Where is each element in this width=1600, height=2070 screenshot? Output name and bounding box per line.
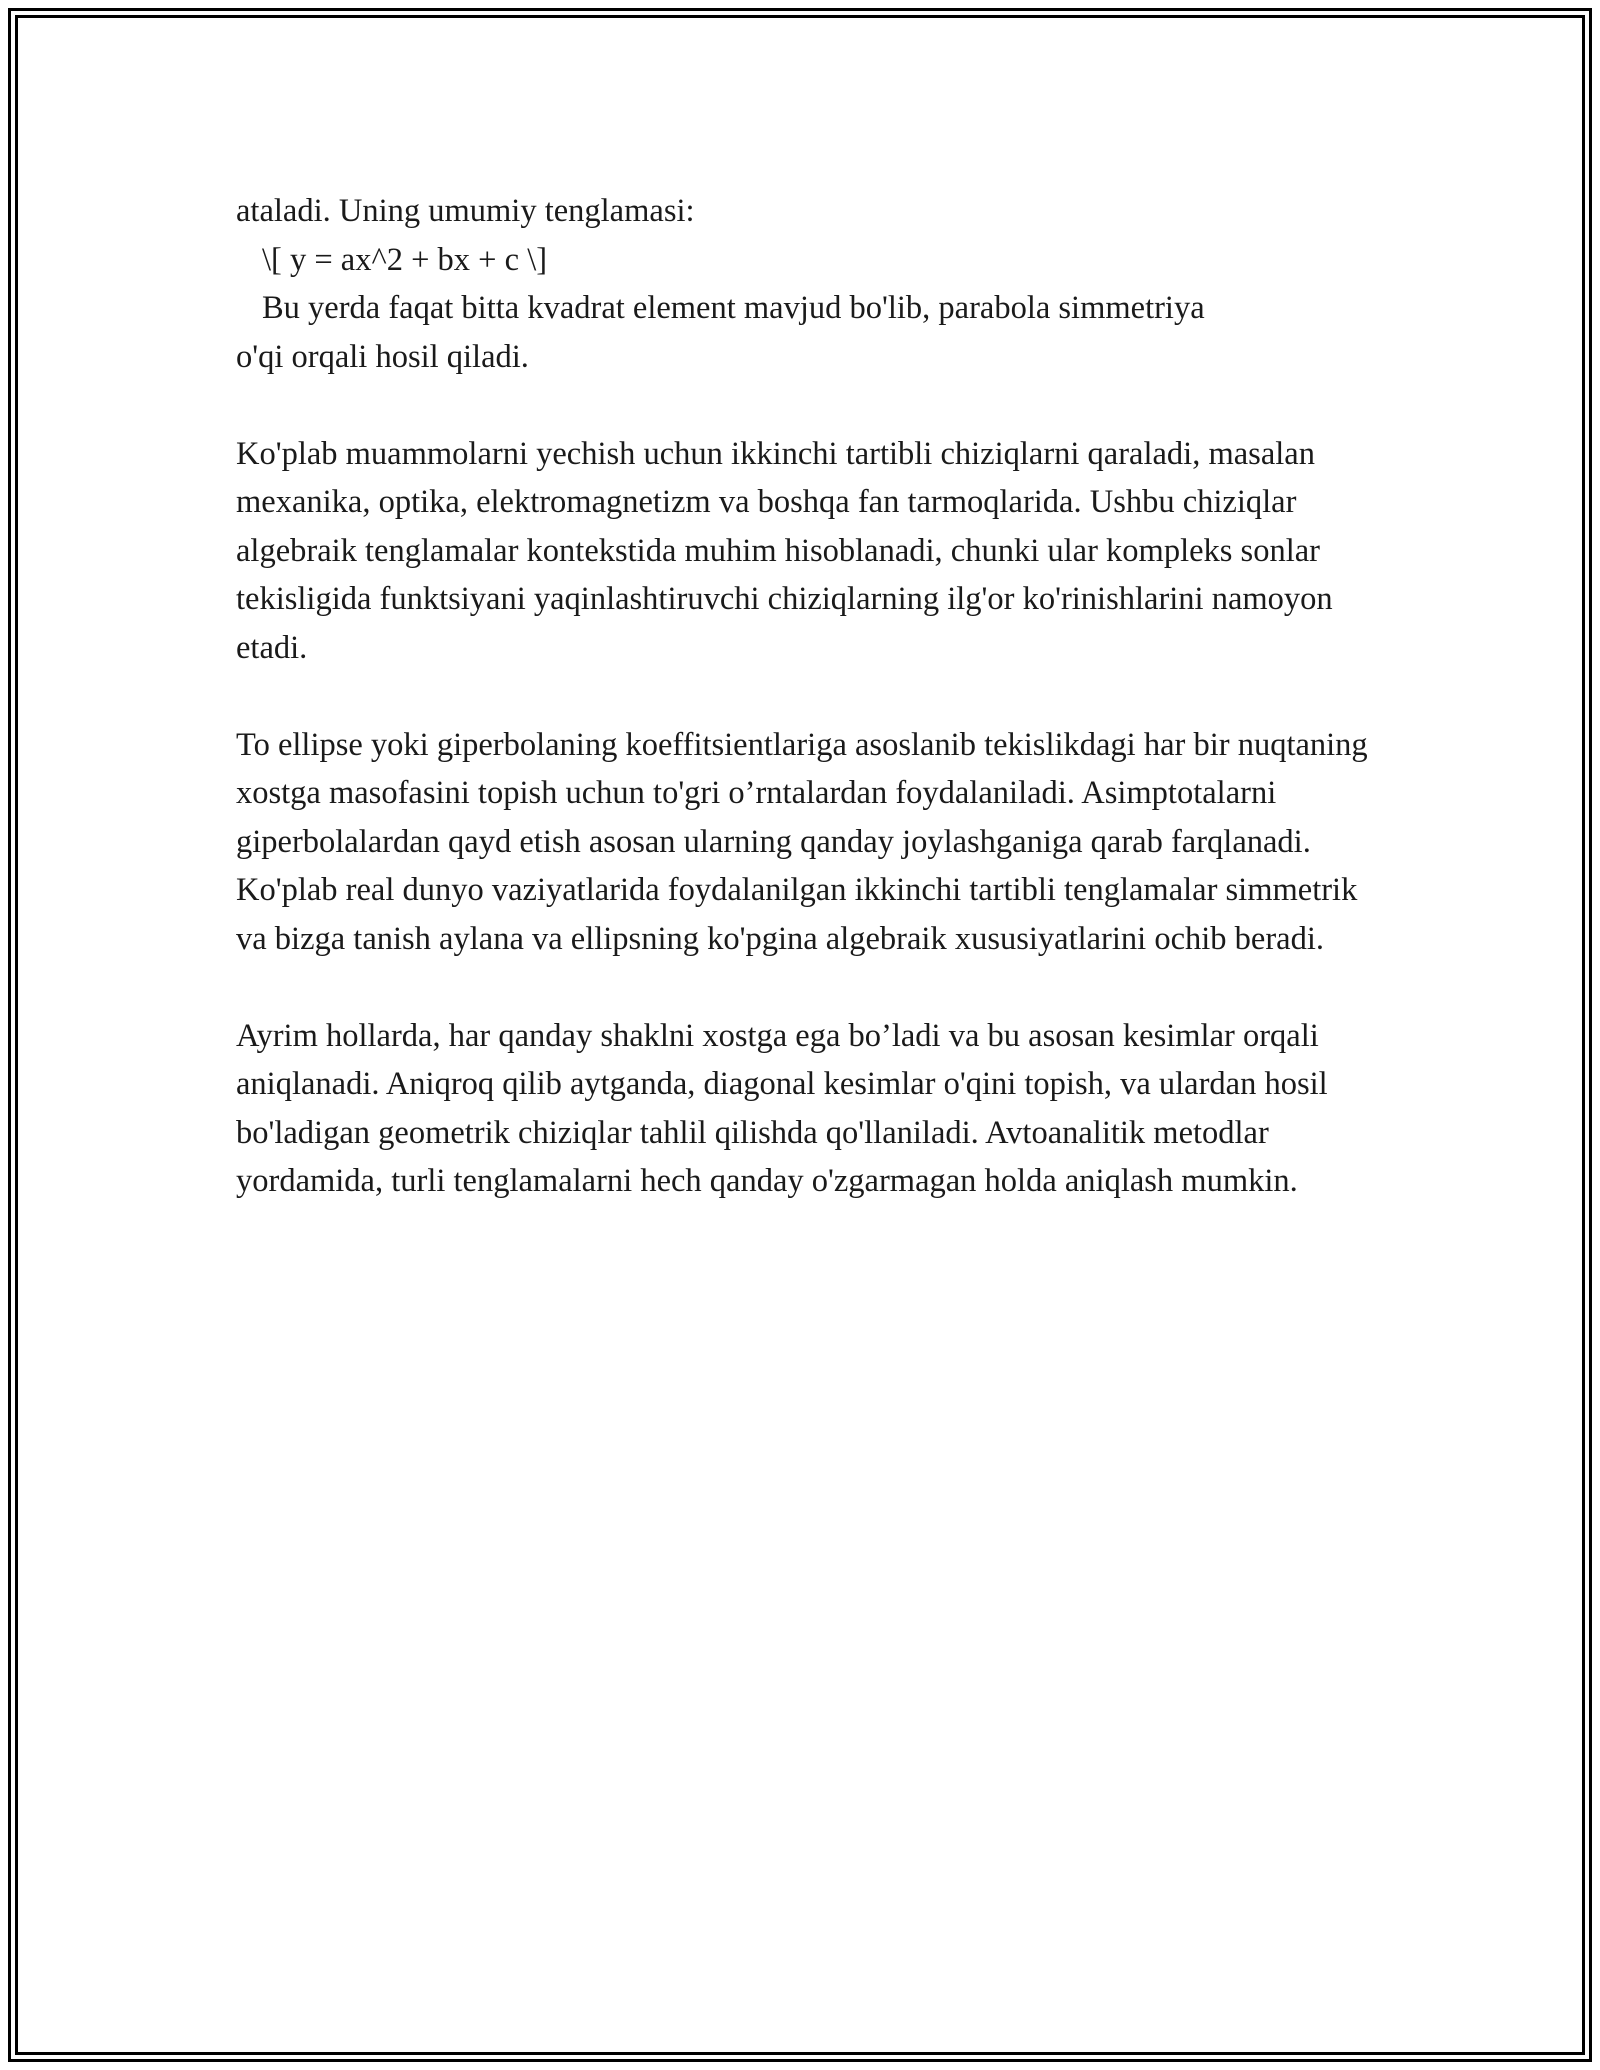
intro-line: ataladi. Uning umumiy tenglamasi:: [236, 193, 695, 229]
paragraph-1-second-line: o'qi orqali hosil qiladi.: [236, 338, 529, 375]
paragraph-4: Ayrim hollarda, har qanday shaklni xostga ega bo’ladi va bu asosan kesimlar orqali aniqlanadi. Aniqroq qilib aytganda, diagonal kesimlar o'qini topish, va ulardan hosil bo'ladigan geometrik chiziqlar tahlil qilishda qo'llaniladi. Avtoanalitik metodlar yordamida, turli tenglamalarni hech qanday o'zgarmagan holda aniqlash mumkin.: [236, 1017, 1328, 1199]
paragraph-1: [236, 284, 1386, 381]
equation-line: \[ y = ax^2 + bx + c \]: [262, 241, 548, 278]
document-body: [236, 187, 1386, 1206]
paragraph-1-first-line: Bu yerda faqat bitta kvadrat element mavjud bo'lib, parabola simmetriya: [262, 290, 1205, 326]
paragraph-2: Ko'plab muammolarni yechish uchun ikkinchi tartibli chiziqlarni qaraladi, masalan mexanika, optika, elektromagnetizm va boshqa fan tarmoqlarida. Ushbu chiziqlar algebraik tenglamalar kontekstida muhim hisoblanadi, chunki ular kompleks sonlar tekisligida funktsiyani yaqinlashtiruvchi chiziqlarning ilg'or ko'rinishlarini namoyon etadi.: [236, 435, 1333, 666]
paragraph-3: To ellipse yoki giperbolaning koeffitsientlariga asoslanib tekislikdagi har bir nuqtaning xostga masofasini topish uchun to'gri o’rntalardan foydalaniladi. Asimptotalarni giperbolalardan qayd etish asosan ularning qanday joylashganiga qarab farqlanadi. Ko'plab real dunyo vaziyatlarida foydalanilgan ikkinchi tartibli tenglamalar simmetrik va bizga tanish aylana va ellipsning ko'pgina algebraik xususiyatlarini ochib beradi.: [236, 726, 1368, 957]
